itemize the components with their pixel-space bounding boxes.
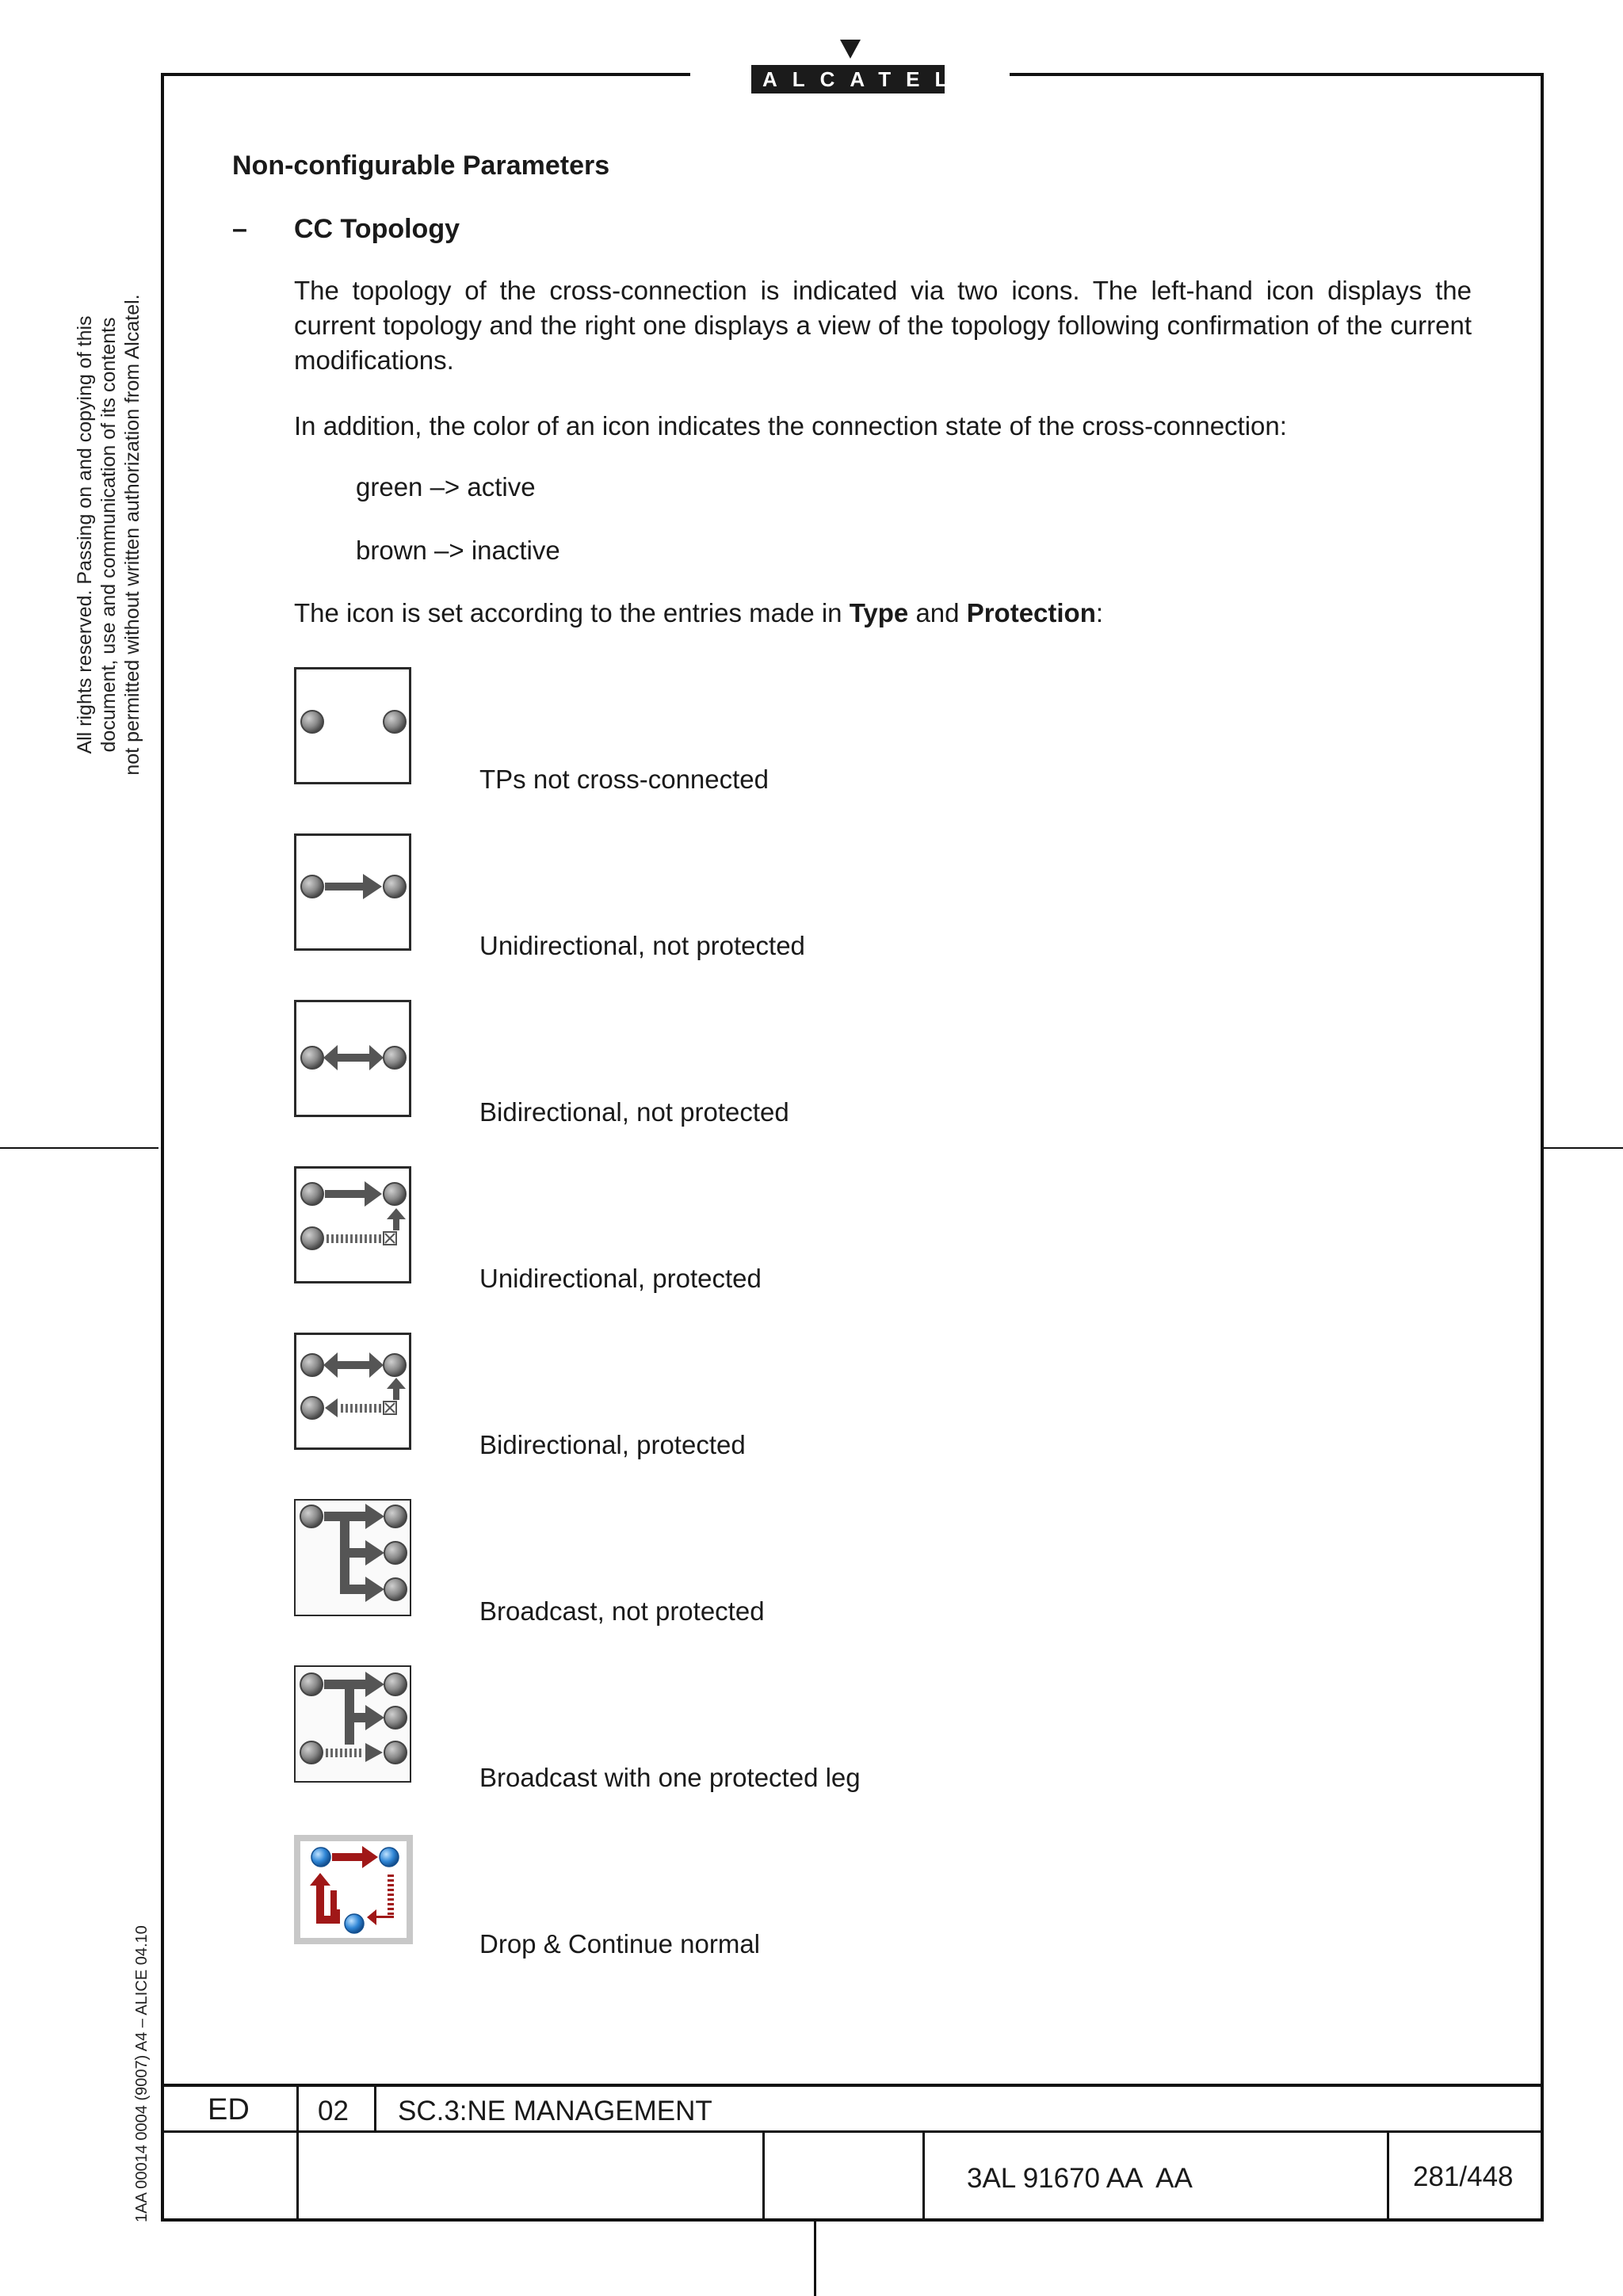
unidirectional-protected-icon	[294, 1166, 411, 1283]
para-color: In addition, the color of an icon indicates the connection state of the cross-connection:	[294, 411, 1287, 441]
footer-top-line	[161, 2084, 1544, 2087]
copyright-note	[73, 265, 144, 804]
state-brown: brown –> inactive	[356, 536, 560, 565]
bidirectional-icon	[294, 1000, 411, 1117]
alcatel-logo: ALCATEL	[751, 65, 945, 93]
footer-col-3	[762, 2131, 765, 2220]
drop-continue-icon	[294, 1835, 413, 1944]
broadcast-protected-leg-icon	[294, 1665, 411, 1783]
frame-top-right	[1010, 73, 1544, 76]
para-topology: The topology of the cross-connection is indicated via two icons. The left-hand icon displays the current topology and the right one displays a view of the topology following confirmation of the current modifications.	[294, 276, 1472, 375]
icon-label: Broadcast with one protected leg	[479, 1763, 861, 1792]
icon-label: Bidirectional, not protected	[479, 1097, 789, 1127]
section-title: Non-configurable Parameters	[232, 151, 610, 181]
footer-ed-label: ED	[208, 2093, 250, 2126]
footer-col-4	[922, 2131, 925, 2220]
logo-triangle-icon	[840, 40, 861, 59]
broadcast-icon	[294, 1499, 411, 1616]
para3-colon: :	[1095, 598, 1104, 627]
footer-col-1	[296, 2084, 299, 2220]
copyright-line-3: not permitted without written authorization from Alcatel.	[121, 294, 143, 776]
para3-text: The icon is set according to the entries made in	[294, 598, 850, 627]
footer-section: SC.3:NE MANAGEMENT	[398, 2096, 712, 2126]
copyright-line-2: document, use and communication of its contents	[97, 317, 120, 753]
footer-doc-number: 3AL 91670 AA AA	[967, 2163, 1193, 2194]
footer-tail	[814, 2220, 816, 2296]
frame-right	[1541, 73, 1544, 2220]
state-green: green –> active	[356, 472, 536, 502]
not-connected-icon	[294, 667, 411, 784]
footer-page-number: 281/448	[1413, 2161, 1514, 2192]
unidirectional-icon	[294, 833, 411, 951]
copyright-line-1: All rights reserved. Passing on and copying of this	[74, 315, 96, 754]
icon-label: Drop & Continue normal	[479, 1929, 761, 1958]
para-icon-set	[294, 596, 1472, 631]
icon-label: Unidirectional, protected	[479, 1264, 762, 1293]
footer-bottom-line	[161, 2218, 1544, 2222]
subsection-title: CC Topology	[294, 214, 460, 244]
para3-and: and	[908, 598, 967, 627]
margin-mark-left	[0, 1147, 158, 1149]
icon-label: Unidirectional, not protected	[479, 931, 805, 960]
frame-top-left	[161, 73, 690, 76]
frame-left	[161, 73, 164, 2220]
type-term: Type	[849, 598, 909, 627]
icon-label: Broadcast, not protected	[479, 1596, 765, 1626]
footer-mid-line	[161, 2130, 1544, 2133]
margin-mark-right	[1544, 1147, 1623, 1149]
footer-col-2	[374, 2084, 376, 2133]
footer-ed-value: 02	[318, 2096, 349, 2126]
protection-term: Protection	[966, 598, 1096, 627]
bidirectional-protected-icon	[294, 1333, 411, 1450]
icon-label: TPs not cross-connected	[479, 765, 769, 794]
icon-label: Bidirectional, protected	[479, 1430, 746, 1459]
bullet-dash: –	[232, 214, 247, 244]
form-code: 1AA 00014 0004 (9007) A4 – ALICE 04.10	[133, 1925, 151, 2222]
footer-col-5	[1387, 2131, 1389, 2220]
